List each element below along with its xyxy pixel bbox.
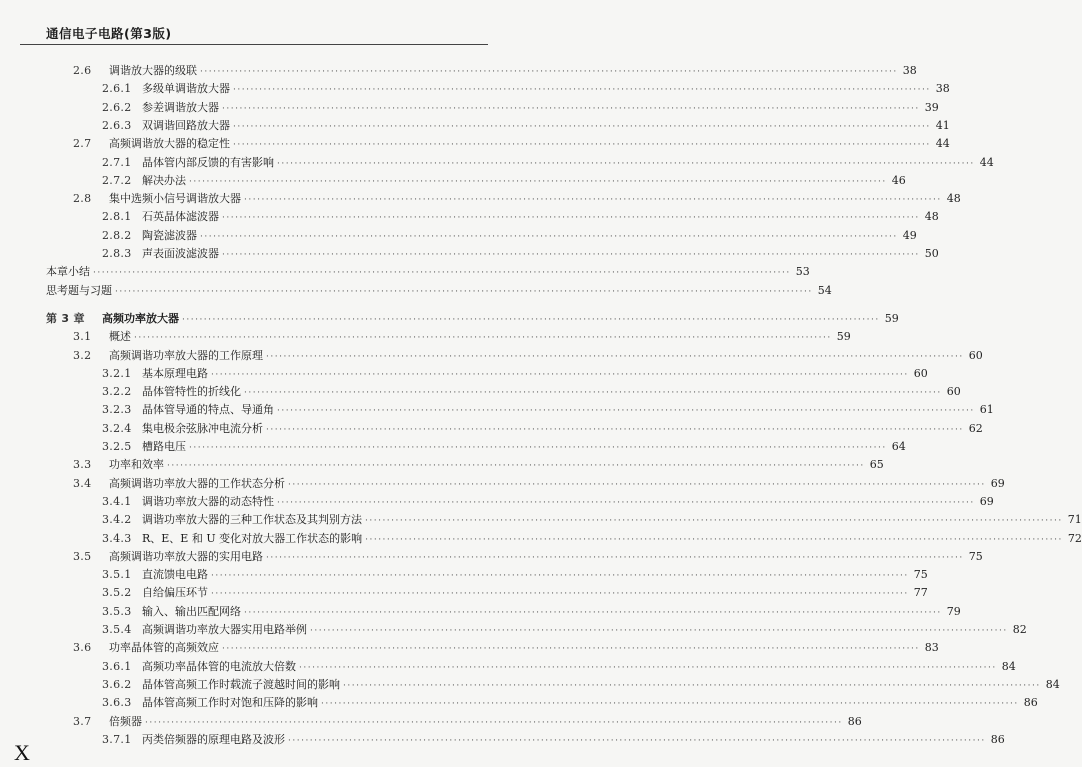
toc-section-number: 3.6.1 <box>102 659 132 673</box>
toc-leader-dots: ································································································································································ <box>277 406 975 417</box>
toc-page-number: 84 <box>1045 677 1060 691</box>
toc-leader-dots: ································································································································································ <box>277 158 975 169</box>
toc-page-number: 75 <box>968 549 983 563</box>
toc-section-title: 高频功率放大器 <box>102 311 179 325</box>
toc-section-title: 晶体管内部反馈的有害影响 <box>142 155 274 169</box>
toc-section-title: 高频调谐功率放大器的工作原理 <box>109 348 263 362</box>
toc-leader-dots: ································································································································································ <box>266 552 964 563</box>
toc-section-title: 思考题与习题 <box>46 283 112 297</box>
toc-page-number: 69 <box>979 494 994 508</box>
toc-row[interactable] <box>102 420 983 438</box>
toc-row[interactable] <box>102 676 1060 694</box>
toc-page-number: 60 <box>913 366 928 380</box>
toc-leader-dots: ································································································································································ <box>244 388 942 399</box>
toc-page-number: 44 <box>979 155 994 169</box>
toc-row[interactable] <box>102 694 1038 712</box>
toc-page-number: 86 <box>990 732 1005 746</box>
toc-page-number: 69 <box>990 476 1005 490</box>
toc-page-number: 54 <box>817 283 832 297</box>
toc-row[interactable] <box>102 208 939 226</box>
toc-row[interactable] <box>102 245 939 263</box>
toc-section-number: 2.7.2 <box>102 173 132 187</box>
toc-section-title: 概述 <box>109 330 131 344</box>
toc-leader-dots: ································································································································································ <box>244 607 942 618</box>
toc-row[interactable] <box>102 511 1082 529</box>
toc-row[interactable] <box>102 621 1027 639</box>
toc-section-title: 调谐功率放大器的动态特性 <box>142 494 274 508</box>
toc-leader-dots: ································································································································································ <box>211 571 909 582</box>
toc-section-number: 2.6.2 <box>102 100 132 114</box>
toc-section-number: 3.4.1 <box>102 494 132 508</box>
toc-leader-dots: ································································································································································ <box>343 680 1041 691</box>
toc-leader-dots: ································································································································································ <box>145 717 843 728</box>
toc-page-number: 44 <box>935 137 950 151</box>
toc-row[interactable] <box>102 401 994 419</box>
toc-section-number: 3.3 <box>73 458 92 472</box>
toc-section-number: 3.2.4 <box>102 421 132 435</box>
toc-page-number: 39 <box>924 100 939 114</box>
toc-row[interactable] <box>102 731 1005 749</box>
toc-row[interactable] <box>73 475 1005 493</box>
toc-leader-dots: ································································································································································ <box>189 176 887 187</box>
toc-leader-dots: ································································································································································ <box>233 121 931 132</box>
toc-leader-dots: ································································································································································ <box>167 461 865 472</box>
toc-section-title: 高频功率晶体管的电流放大倍数 <box>142 659 296 673</box>
toc-row[interactable] <box>102 80 950 98</box>
toc-section-title: 槽路电压 <box>142 440 186 453</box>
toc-leader-dots: ································································································································································ <box>277 497 975 508</box>
toc-section-title: 功率晶体管的高频效应 <box>109 641 219 655</box>
toc-section-number: 3.4.3 <box>102 531 132 545</box>
toc-row[interactable] <box>73 548 983 566</box>
toc-row[interactable] <box>102 172 906 190</box>
toc-leader-dots: ································································································································································ <box>115 286 813 297</box>
toc-leader-dots: ································································································································································ <box>266 351 964 362</box>
toc-section-number: 2.7.1 <box>102 155 132 169</box>
toc-leader-dots: ································································································································································ <box>222 103 920 114</box>
toc-section-number: 3.1 <box>73 330 92 344</box>
toc-leader-dots: ································································································································································ <box>211 589 909 600</box>
toc-row[interactable] <box>102 438 906 456</box>
toc-page-number: 61 <box>979 403 994 417</box>
toc-section-number: 2.8.2 <box>102 228 132 242</box>
toc-section-title: 晶体管高频工作时载流子渡越时间的影响 <box>142 677 340 691</box>
toc-page-number: 46 <box>891 173 906 187</box>
toc-section-number: 3.6.3 <box>102 696 132 710</box>
toc-page-number: 86 <box>1023 696 1038 710</box>
toc-section-number: 2.6.1 <box>102 82 132 96</box>
toc-section-title: 丙类倍频器的原理电路及波形 <box>142 732 285 746</box>
toc-leader-dots: ································································································································································ <box>134 333 832 344</box>
toc-page-number: 38 <box>902 64 917 77</box>
toc-section-number: 2.8 <box>73 192 92 206</box>
toc-section-number: 2.7 <box>73 137 92 151</box>
toc-leader-dots: ································································································································································ <box>189 443 887 453</box>
toc-row[interactable] <box>102 530 1082 548</box>
toc-page-number: 65 <box>869 458 884 472</box>
toc-leader-dots: ································································································································································ <box>93 268 791 279</box>
toc-row[interactable] <box>102 117 950 135</box>
toc-section-title: 本章小结 <box>46 265 90 279</box>
toc-section-number: 3.4.2 <box>102 513 132 527</box>
toc-row[interactable] <box>102 658 1016 676</box>
toc-page-number: 84 <box>1001 659 1016 673</box>
toc-leader-dots: ································································································································································ <box>222 250 920 260</box>
toc-leader-dots: ································································································································································ <box>233 140 931 151</box>
toc-leader-dots: ································································································································································ <box>365 534 1063 545</box>
toc-leader-dots: ································································································································································ <box>200 67 898 77</box>
toc-row[interactable] <box>102 383 961 401</box>
toc-row[interactable] <box>46 282 832 300</box>
toc-chapter-row[interactable] <box>46 310 899 328</box>
toc-leader-dots: ································································································································································ <box>365 516 1063 527</box>
toc-page-number: 83 <box>924 641 939 655</box>
toc-leader-dots: ································································································································································ <box>310 626 1008 636</box>
toc-page-number: 50 <box>924 247 939 260</box>
toc-section-number: 3.2.5 <box>102 440 132 453</box>
toc-section-title: 功率和效率 <box>109 458 164 472</box>
toc-section-title: 倍频器 <box>109 714 142 728</box>
toc-page-number: 60 <box>968 348 983 362</box>
toc-section-title: 基本原理电路 <box>142 366 208 380</box>
toc-row[interactable] <box>73 639 939 657</box>
toc-page-number: 48 <box>946 192 961 206</box>
toc-section-number: 2.6 <box>73 64 92 77</box>
toc-page-number: 59 <box>836 330 851 344</box>
toc-section-title: 多级单调谐放大器 <box>142 82 230 96</box>
toc-section-title: 集电极余弦脉冲电流分析 <box>142 421 263 435</box>
toc-row[interactable] <box>102 99 939 117</box>
header-rule <box>20 44 488 45</box>
toc-leader-dots: ································································································································································ <box>200 231 898 242</box>
toc-leader-dots: ································································································································································ <box>211 369 909 380</box>
toc-section-number: 2.8.1 <box>102 210 132 224</box>
toc-section-title: R、E、E 和 U 变化对放大器工作状态的影响 <box>142 531 363 545</box>
toc-section-title: 高频调谐功率放大器的实用电路 <box>109 549 263 563</box>
toc-page-number: 77 <box>913 586 928 600</box>
toc-row[interactable] <box>73 190 961 208</box>
toc-section-number: 第 3 章 <box>46 311 85 325</box>
toc-section-number: 3.5.2 <box>102 586 132 600</box>
toc-row[interactable] <box>102 365 928 383</box>
page-header <box>0 0 500 50</box>
toc-section-number: 2.8.3 <box>102 247 132 260</box>
toc-section-number: 3.2.2 <box>102 385 132 399</box>
toc-section-number: 2.6.3 <box>102 118 132 132</box>
toc-page-number: 86 <box>847 714 862 728</box>
toc-section-title: 调谐功率放大器的三种工作状态及其判别方法 <box>142 513 362 527</box>
toc-row[interactable] <box>102 566 928 584</box>
toc-section-number: 3.2.3 <box>102 403 132 417</box>
toc-leader-dots: ································································································································································ <box>288 479 986 490</box>
toc-row[interactable] <box>46 263 810 281</box>
toc-page-number: 75 <box>913 568 928 582</box>
toc-page-number: 64 <box>891 440 906 453</box>
toc-row[interactable] <box>73 135 950 153</box>
page-number-roman: X <box>14 740 30 765</box>
toc-section-title: 集中选频小信号调谐放大器 <box>109 192 241 206</box>
toc-section-number: 3.6 <box>73 641 92 655</box>
toc-page-number: 62 <box>968 421 983 435</box>
toc-row[interactable] <box>73 347 983 365</box>
toc-section-number: 3.7 <box>73 714 92 728</box>
toc-section-number: 3.2 <box>73 348 92 362</box>
toc-row[interactable] <box>102 493 994 511</box>
toc-section-title: 高频调谐功率放大器实用电路举例 <box>142 623 307 636</box>
toc-leader-dots: ································································································································································ <box>233 85 931 96</box>
toc-page-number: 79 <box>946 604 961 618</box>
toc-page-number: 49 <box>902 228 917 242</box>
toc-section-title: 高频调谐功率放大器的工作状态分析 <box>109 476 285 490</box>
toc-leader-dots: ································································································································································ <box>266 424 964 435</box>
toc-leader-dots: ································································································································································ <box>222 213 920 224</box>
book-title: 通信电子电路(第3版) <box>46 26 172 41</box>
toc-page-number: 41 <box>935 118 950 132</box>
toc-section-title: 晶体管特性的折线化 <box>142 385 241 399</box>
toc-row[interactable] <box>102 227 917 245</box>
toc-section-title: 高频调谐放大器的稳定性 <box>109 137 230 151</box>
toc-row[interactable] <box>73 62 917 80</box>
toc-row[interactable] <box>73 713 862 731</box>
toc-section-title: 石英晶体滤波器 <box>142 210 219 224</box>
toc-section-title: 解决办法 <box>142 173 186 187</box>
toc-section-title: 输入、输出匹配网络 <box>142 604 241 618</box>
toc-page-number: 53 <box>795 265 810 279</box>
toc-page-number: 71 <box>1067 513 1082 527</box>
toc-section-number: 3.5 <box>73 549 92 563</box>
toc-section-title: 自给偏压环节 <box>142 586 208 600</box>
toc-page-number: 60 <box>946 385 961 399</box>
toc-row[interactable] <box>102 603 961 621</box>
toc-section-title: 调谐放大器的级联 <box>109 64 197 77</box>
toc-page-number: 59 <box>884 311 899 325</box>
toc-section-number: 3.4 <box>73 476 92 490</box>
toc-leader-dots: ································································································································································ <box>182 314 880 325</box>
toc-section-title: 声表面波滤波器 <box>142 247 219 260</box>
toc-section-title: 直流馈电电路 <box>142 568 208 582</box>
toc-section-number: 3.2.1 <box>102 366 132 380</box>
toc-section-number: 3.5.3 <box>102 604 132 618</box>
toc-page-number: 48 <box>924 210 939 224</box>
toc-row[interactable] <box>73 456 884 474</box>
toc-leader-dots: ································································································································································ <box>244 195 942 206</box>
toc-section-title: 晶体管高频工作时对饱和压降的影响 <box>142 696 318 710</box>
toc-section-title: 晶体管导通的特点、导通角 <box>142 403 274 417</box>
toc-row[interactable] <box>102 584 928 602</box>
toc-page-number: 38 <box>935 82 950 96</box>
toc-section-title: 参差调谐放大器 <box>142 100 219 114</box>
toc-section-title: 双调谐回路放大器 <box>142 118 230 132</box>
toc-page-number: 72 <box>1067 531 1082 545</box>
toc-section-number: 3.5.4 <box>102 623 132 636</box>
toc-leader-dots: ································································································································································ <box>321 699 1019 710</box>
toc-leader-dots: ································································································································································ <box>299 662 997 673</box>
toc-row[interactable] <box>102 154 994 172</box>
toc-section-title: 陶瓷滤波器 <box>142 228 197 242</box>
toc-section-number: 3.7.1 <box>102 732 132 746</box>
toc-leader-dots: ································································································································································ <box>288 735 986 746</box>
toc-leader-dots: ································································································································································ <box>222 644 920 655</box>
toc-section-number: 3.6.2 <box>102 677 132 691</box>
toc-page-number: 82 <box>1012 623 1027 636</box>
toc-section-number: 3.5.1 <box>102 568 132 582</box>
toc-row[interactable] <box>73 328 851 346</box>
